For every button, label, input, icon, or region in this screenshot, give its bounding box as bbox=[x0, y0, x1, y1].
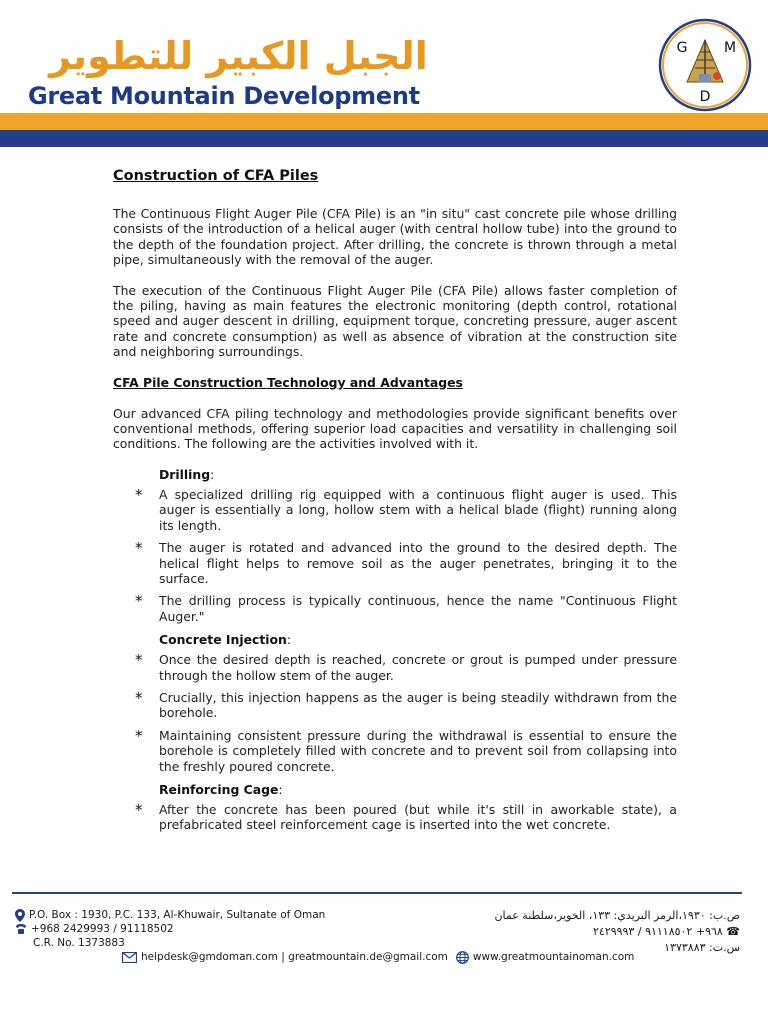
footer-divider bbox=[12, 892, 742, 894]
footer-phone-arabic: ☎ ٩٦٨+ ٩١١١٨٥٠٢ / ٢٤٢٩٩٩٣ bbox=[593, 925, 740, 938]
list-item bbox=[135, 726, 677, 774]
letterhead bbox=[0, 0, 768, 150]
list-item-text: The drilling process is typically continuous, hence the name "Continuous Flight Auger." bbox=[159, 593, 677, 624]
globe-icon bbox=[456, 951, 469, 964]
asterisk-bullet-icon: * bbox=[135, 726, 143, 745]
footer-website[interactable]: www.greatmountainoman.com bbox=[472, 951, 635, 963]
asterisk-bullet-icon: * bbox=[135, 485, 143, 504]
phone-icon bbox=[15, 924, 27, 934]
list-item-text: A specialized drilling rig equipped with a continuous flight auger is used. This auger is essentially a long, hollow stem with a helical blade (flight) running along its length. bbox=[159, 486, 677, 533]
footer-address-arabic: ص.ب: ١٩٣٠،الرمز البريدي: ١٣٣، الخوير،سلطنة عمان bbox=[494, 909, 740, 922]
letterhead-footer bbox=[0, 892, 768, 972]
email-icon bbox=[122, 952, 137, 963]
intro-paragraph-3: Our advanced CFA piling technology and methodologies provide significant benefits over conventional methods, offering superior load capacities and versatility in challenging soil conditions. The following are the activities involved with it. bbox=[113, 405, 677, 452]
footer-cr-arabic: س.ت: ١٣٧٣٨٨٣ bbox=[664, 941, 740, 954]
section-heading-label: Concrete Injection bbox=[159, 632, 287, 648]
logo-letter-g: G bbox=[676, 40, 688, 56]
list-item bbox=[135, 592, 677, 624]
list-item bbox=[135, 688, 677, 721]
section-heading-reinforcing-cage: Reinforcing Cage: bbox=[159, 781, 283, 797]
list-item-text: The auger is rotated and advanced into the ground to the desired depth. The helical flight helps to remove soil as the auger penetrates, bringing it to the surface. bbox=[159, 540, 677, 586]
footer-cr-number: C.R. No. 1373883 bbox=[33, 937, 125, 949]
footer-online-contacts bbox=[122, 950, 634, 964]
asterisk-bullet-icon: * bbox=[135, 539, 143, 558]
section-heading-label: Reinforcing Cage bbox=[159, 781, 279, 797]
header-band-orange bbox=[0, 113, 768, 130]
list-item bbox=[135, 485, 677, 533]
reinforcing-cage-list bbox=[113, 802, 677, 833]
list-item-text: Maintaining consistent pressure during the withdrawal is essential to ensure the borehole is completely filled with concrete and to prevent soil from collapsing into the freshly poured concrete. bbox=[159, 727, 677, 774]
company-name-arabic: الجبل الكبير للتطوير bbox=[49, 34, 428, 78]
location-pin-icon bbox=[15, 909, 25, 922]
logo-letter-d: D bbox=[699, 89, 711, 105]
document-body bbox=[113, 166, 677, 840]
company-name-english: Great Mountain Development bbox=[28, 82, 420, 110]
concrete-injection-list bbox=[113, 652, 677, 774]
list-item-text: Once the desired depth is reached, concrete or grout is pumped under pressure through the hollow stem of the auger. bbox=[159, 652, 677, 683]
gmd-logo bbox=[655, 18, 755, 112]
section-heading-concrete-injection: Concrete Injection: bbox=[159, 632, 292, 648]
section-heading-drilling: Drilling: bbox=[159, 466, 215, 482]
document-title: Construction of CFA Piles bbox=[113, 168, 319, 184]
list-item-text: Crucially, this injection happens as the auger is being steadily withdrawn from the borehole. bbox=[159, 689, 677, 721]
footer-address: P.O. Box : 1930, P.C. 133, Al-Khuwair, Sultanate of Oman bbox=[29, 909, 326, 921]
footer-contact-arabic bbox=[494, 908, 740, 956]
footer-contact-english bbox=[15, 908, 325, 950]
list-item bbox=[135, 651, 677, 683]
logo-letter-m: M bbox=[723, 40, 737, 56]
intro-paragraph-1: The Continuous Flight Auger Pile (CFA Pile) is an "in situ" cast concrete pile whose drilling consists of the introduction of a helical auger (with central hollow tube) into the ground to the depth of the foundation project. After drilling, the concrete is thrown through a metal pipe, simultaneously with the removal of the auger. bbox=[113, 206, 677, 268]
asterisk-bullet-icon: * bbox=[135, 688, 143, 707]
list-item bbox=[135, 539, 677, 586]
asterisk-bullet-icon: * bbox=[135, 800, 143, 819]
intro-paragraph-2: The execution of the Continuous Flight Auger Pile (CFA Pile) allows faster completion of the piling, having as main features the electronic monitoring (depth control, rotational speed and auger descent in drilling, equipment torque, concreting pressure, auger ascent rate and concrete consumption) as well as absence of vibration at the construction site and neighboring surroundings. bbox=[113, 282, 677, 360]
footer-phone: +968 2429993 / 91118502 bbox=[31, 923, 174, 935]
section-heading-label: Drilling bbox=[159, 466, 211, 482]
asterisk-bullet-icon: * bbox=[135, 592, 143, 611]
header-band-blue bbox=[0, 130, 768, 147]
list-item bbox=[135, 800, 677, 833]
list-item-text: After the concrete has been poured (but while it's still in aworkable state), a prefabricated steel reinforcement cage is inserted into the wet concrete. bbox=[159, 801, 677, 833]
section-subtitle: CFA Pile Construction Technology and Advantages bbox=[113, 374, 463, 390]
drilling-list bbox=[113, 487, 677, 624]
asterisk-bullet-icon: * bbox=[135, 651, 143, 670]
footer-emails[interactable]: helpdesk@gmdoman.com | greatmountain.de@gmail.com bbox=[141, 951, 448, 963]
